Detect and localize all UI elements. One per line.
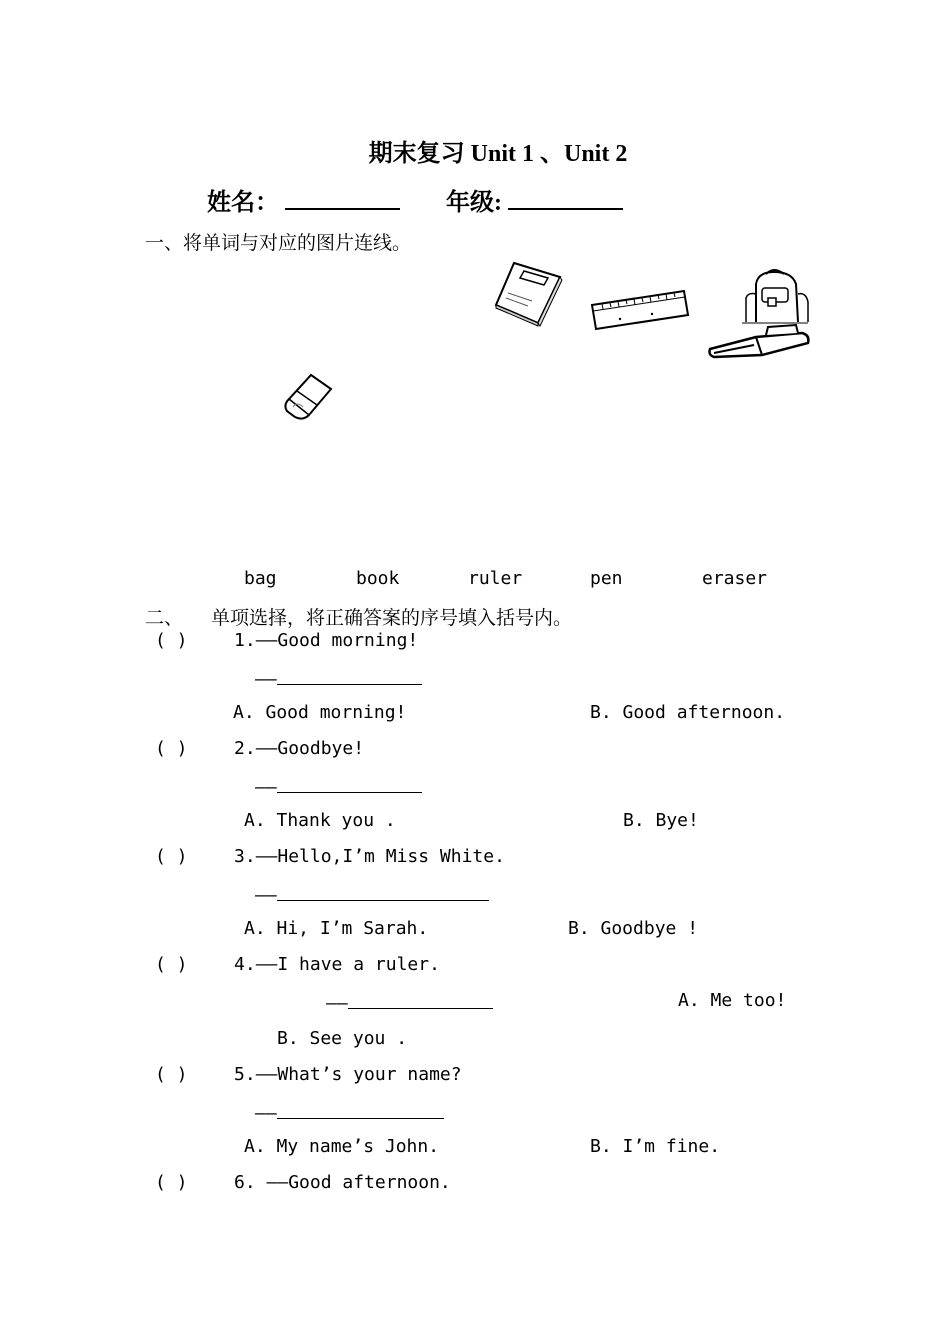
reply-blank-1[interactable]: —— <box>255 666 422 690</box>
name-blank[interactable] <box>285 186 400 210</box>
ruler-icon <box>590 289 690 331</box>
pen-icon <box>706 323 810 361</box>
option-1b: B. Good afternoon. <box>590 702 786 723</box>
reply-blank-4[interactable]: —— <box>326 990 493 1014</box>
page-title: 期末复习 Unit 1 、Unit 2 <box>368 141 628 167</box>
option-4a: A. Me too! <box>678 990 787 1011</box>
question-5: 5.——What’s your name? <box>234 1064 462 1085</box>
name-label: 姓名： <box>207 190 279 216</box>
question-1: 1.——Good morning! <box>234 630 419 651</box>
section2-number: 二、 <box>145 607 184 629</box>
word-pen: pen <box>590 568 623 589</box>
option-5b: B. I’m fine. <box>590 1136 721 1157</box>
option-5a: A. My name’s John. <box>244 1136 440 1157</box>
option-2a: A. Thank you . <box>244 810 396 831</box>
word-bag: bag <box>244 568 277 589</box>
section1-heading: 一、将单词与对应的图片连线。 <box>145 232 412 254</box>
option-1a: A. Good morning! <box>233 702 407 723</box>
reply-blank-3[interactable]: —— <box>255 882 489 906</box>
word-ruler: ruler <box>468 568 523 589</box>
reply-blank-2[interactable]: —— <box>255 774 422 798</box>
question-6: 6. ——Good afternoon. <box>234 1172 451 1193</box>
grade-label: 年级: <box>446 190 502 216</box>
word-eraser: eraser <box>702 568 768 589</box>
answer-bracket-6[interactable]: ( ) <box>155 1172 188 1193</box>
answer-bracket-4[interactable]: ( ) <box>155 954 188 975</box>
question-3: 3.——Hello,I’m Miss White. <box>234 846 505 867</box>
answer-bracket-2[interactable]: ( ) <box>155 738 188 759</box>
answer-bracket-3[interactable]: ( ) <box>155 846 188 867</box>
option-3b: B. Goodbye ! <box>568 918 699 939</box>
eraser-icon <box>283 371 335 423</box>
section2-heading: 单项选择，将正确答案的序号填入括号内。 <box>211 607 573 629</box>
question-2: 2.——Goodbye! <box>234 738 365 759</box>
word-book: book <box>356 568 400 589</box>
grade-blank[interactable] <box>508 186 623 210</box>
option-4b: B. See you . <box>277 1028 408 1049</box>
answer-bracket-5[interactable]: ( ) <box>155 1064 188 1085</box>
reply-blank-5[interactable]: —— <box>255 1100 444 1124</box>
question-4: 4.——I have a ruler. <box>234 954 440 975</box>
answer-bracket-1[interactable]: ( ) <box>155 630 188 651</box>
bag-icon <box>742 268 808 324</box>
option-3a: A. Hi, I’m Sarah. <box>244 918 429 939</box>
notebook-icon <box>494 261 564 327</box>
option-2b: B. Bye! <box>623 810 699 831</box>
student-info-row <box>207 182 623 217</box>
